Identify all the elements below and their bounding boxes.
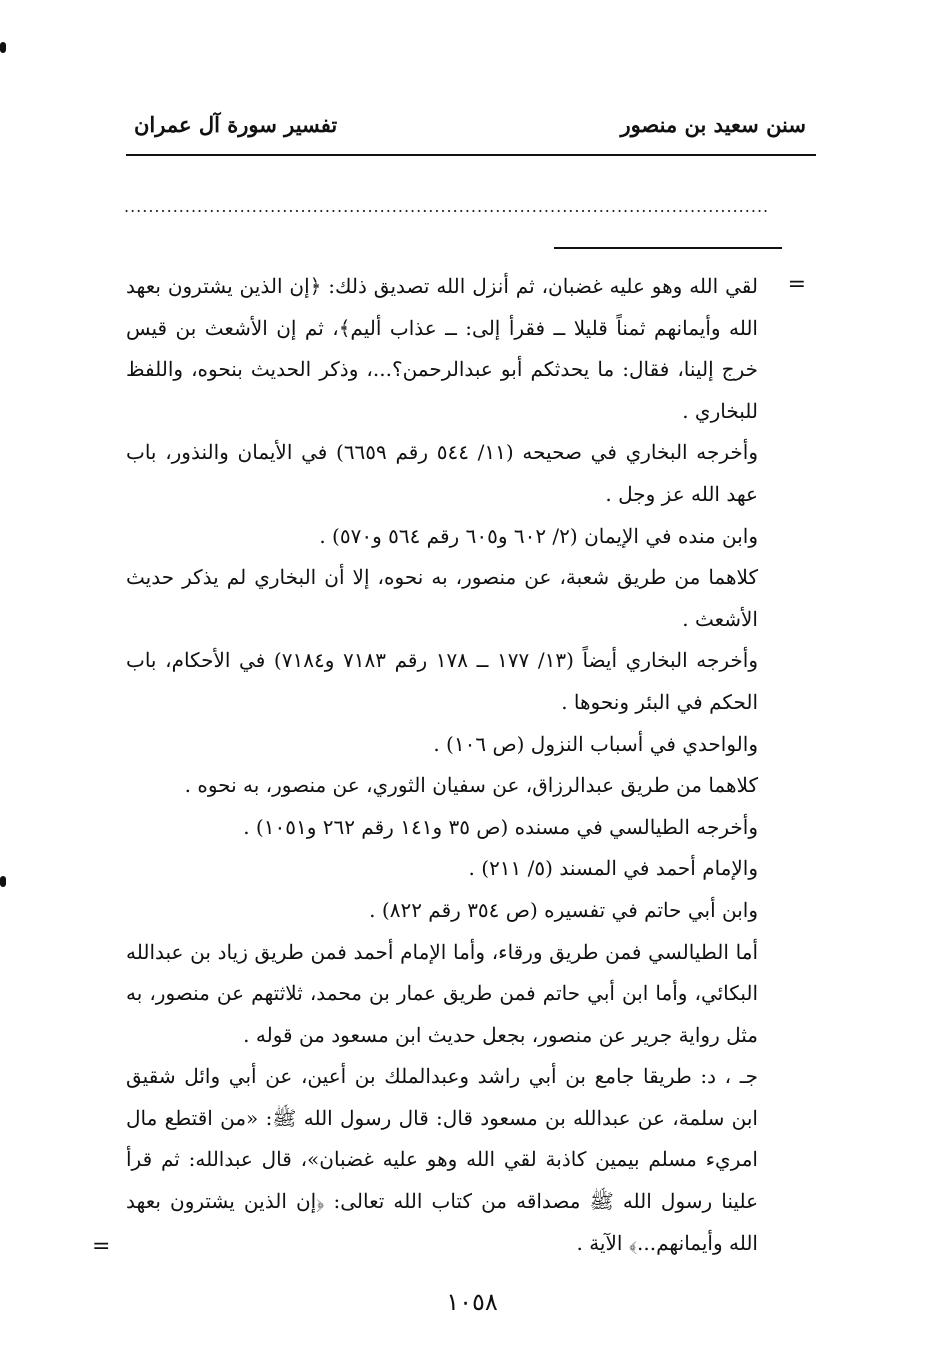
footnote-paragraph: وأخرجه البخاري أيضاً (١٣/ ١٧٧ ــ ١٧٨ رقم ٧١٨٣ و٧١٨٤) في الأحكام، باب الحكم في البئر ونحوها . [126, 648, 759, 714]
footnote-paragraph: وابن أبي حاتم في تفسيره (ص ٣٥٤ رقم ٨٢٢) . [369, 897, 758, 922]
footnote-paragraph: والإمام أحمد في المسند (٥/ ٢١١) . [468, 856, 758, 881]
footnote-paragraph: وابن منده في الإيمان (٢/ ٦٠٢ و٦٠٥ رقم ٥٦٤ و٥٧٠) . [319, 523, 758, 548]
scan-margin-mark [0, 42, 6, 53]
header-rule [126, 154, 816, 156]
scan-margin-mark [0, 876, 6, 887]
continuation-mark-top: = [787, 272, 806, 297]
page-number: ١٠٥٨ [446, 1288, 498, 1316]
footnote-paragraph: وأخرجه البخاري في صحيحه (١١/ ٥٤٤ رقم ٦٦٥٩) في الأيمان والنذور، باب عهد الله عز وجل . [126, 440, 758, 506]
footnote-paragraph: لقي الله وهو عليه غضبان، ثم أنزل الله تصديق ذلك: ﴿إن الذين يشترون بعهد الله وأيمانهم ثمناً قليلا ــ فقرأ إلى: ــ عذاب أليم﴾، ثم إن الأشعث بن قيس خرج إلينا، فقال: ما يحدثكم أبو عبدالرحمن؟...، وذكر الحديث بنحوه، واللفظ للبخاري . [126, 274, 758, 423]
running-header-section-title: تفسير سورة آل عمران [134, 112, 338, 137]
dotted-separator: .......................................................................................................... [124, 200, 770, 214]
footnote-body [126, 266, 758, 1264]
footnote-paragraph: كلاهما من طريق شعبة، عن منصور، به نحوه، إلا أن البخاري لم يذكر حديث الأشعث . [126, 565, 758, 631]
footnote-paragraph: كلاهما من طريق عبدالرزاق، عن سفيان الثوري، عن منصور، به نحوه . [184, 773, 758, 798]
footnote-paragraph: وأخرجه الطيالسي في مسنده (ص ٣٥ و١٤١ رقم ٢٦٢ و١٠٥١) . [243, 814, 758, 839]
continuation-mark-bottom: = [92, 1234, 111, 1259]
footnote-paragraph: أما الطيالسي فمن طريق ورقاء، وأما الإمام أحمد فمن طريق زياد بن عبدالله البكائي، وأما ابن أبي حاتم فمن طريق عمار بن محمد، ثلاثتهم عن منصور، به مثل رواية جرير عن منصور، بجعل حديث ابن مسعود من قوله . [126, 939, 758, 1047]
footnote-rule [554, 247, 782, 249]
footnote-paragraph: جـ ، د: طريقا جامع بن أبي راشد وعبدالملك بن أعين، عن أبي وائل شقيق ابن سلمة، عن عبدالله بن مسعود قال: قال رسول الله ﷺ: «من اقتطع مال امريء مسلم بيمين كاذبة لقي الله وهو عليه غضبان»، قال عبدالله: ثم قرأ علينا رسول الله ﷺ مصداقه من كتاب الله تعالى: ﴿إن الذين يشترون بعهد الله وأيمانهم...﴾ الآية . [126, 1064, 758, 1255]
footnote-paragraph: والواحدي في أسباب النزول (ص ١٠٦) . [433, 731, 758, 756]
running-header-book-title: سنن سعيد بن منصور [620, 112, 806, 137]
